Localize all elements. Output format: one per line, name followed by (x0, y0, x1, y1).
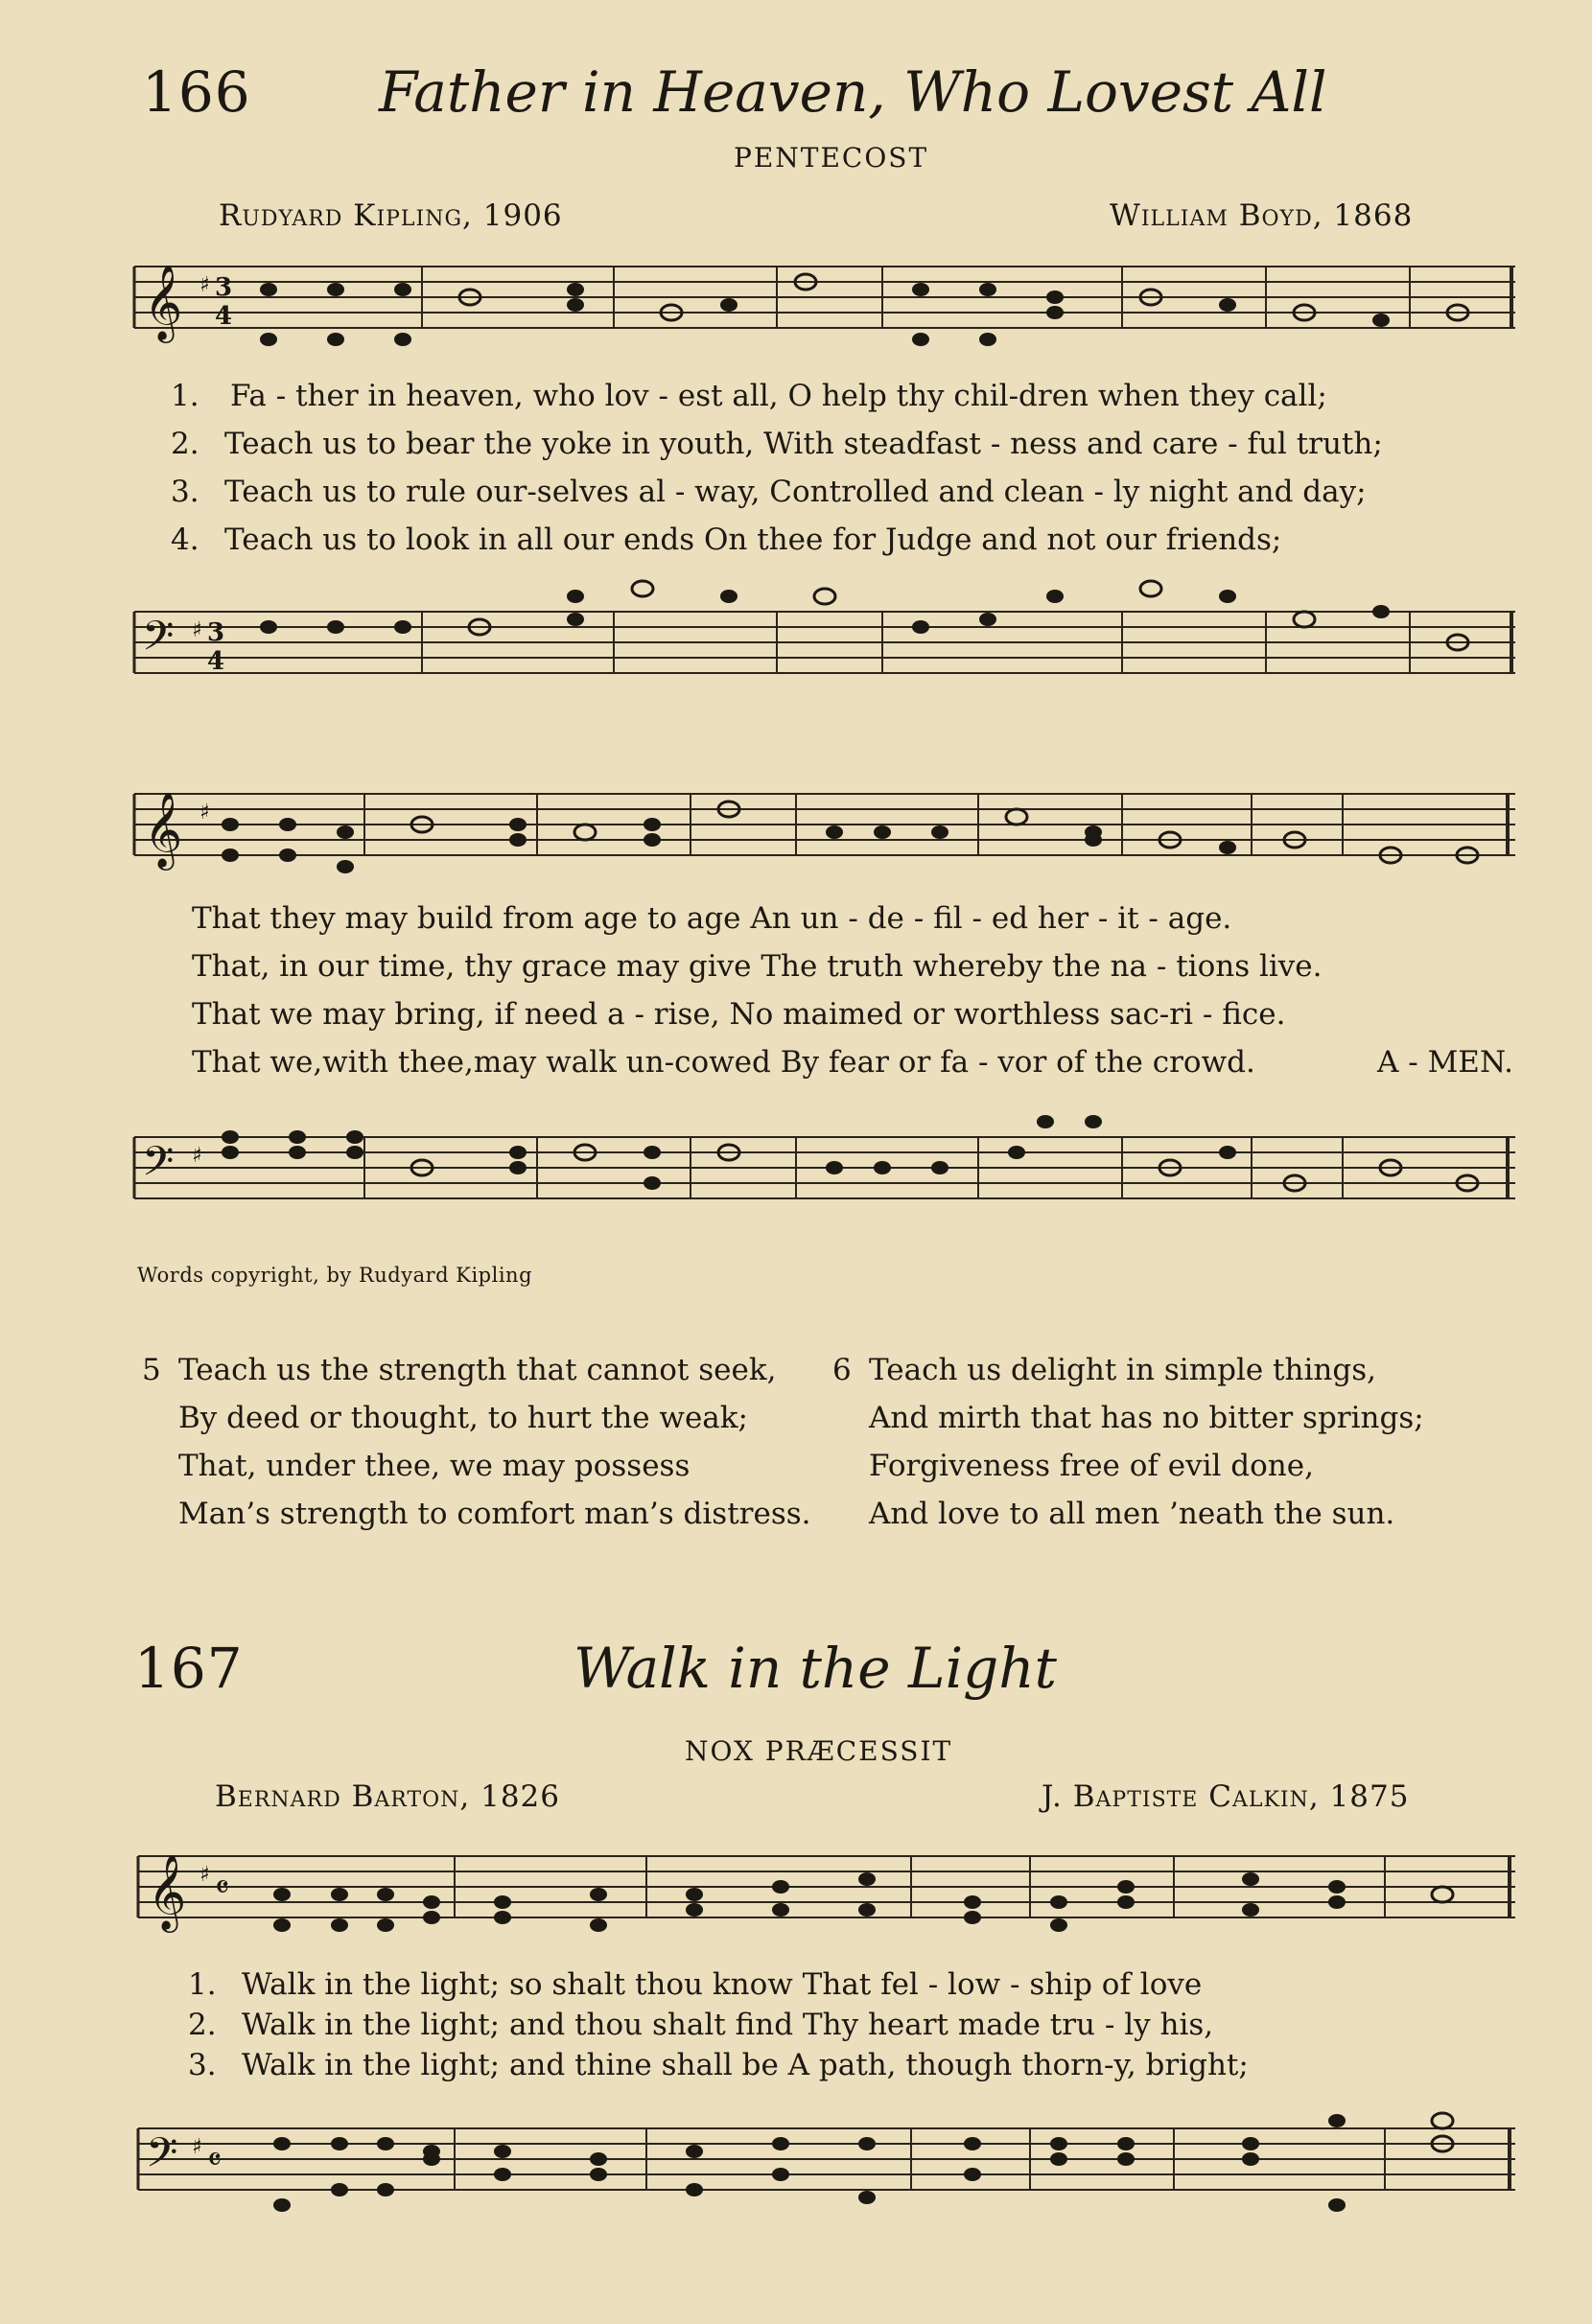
copyright-notice: Words copyright, by Rudyard Kipling (137, 1264, 533, 1287)
bass-staff (134, 587, 1515, 692)
stanza-line: Teach us delight in simple things, (869, 1353, 1376, 1387)
svg-text:♯: ♯ (199, 1863, 210, 1887)
stanza-line: Forgiveness free of evil done, (869, 1449, 1314, 1483)
tune-name: PENTECOST (734, 142, 929, 174)
svg-text:𝄞: 𝄞 (148, 1854, 187, 1930)
amen-text: A - MEN. (1377, 1045, 1513, 1080)
svg-text:𝄴: 𝄴 (215, 1869, 230, 1907)
stanza-number: 6 (832, 1353, 852, 1387)
verse-line: That we,with thee,may walk un-cowed By fear or fa - vor of the crowd. (192, 1045, 1255, 1080)
svg-text:3: 3 (207, 618, 225, 647)
svg-text:♯: ♯ (192, 2135, 202, 2159)
tune-name: NOX PRÆCESSIT (685, 1735, 953, 1767)
verse-line: Teach us to rule our-selves al - way, Controlled and clean - ly night and day; (224, 475, 1367, 509)
verse-number: 3. (171, 475, 199, 509)
stanza-line: That, under thee, we may possess (178, 1449, 691, 1483)
verse-line: Walk in the light; so shalt thou know That fel - low - ship of love (242, 1967, 1203, 2002)
verse-line: That they may build from age to age An un - de - fil - ed her - it - age. (192, 901, 1232, 936)
svg-text:𝄴: 𝄴 (207, 2141, 222, 2179)
verse-line: That we may bring, if need a - rise, No maimed or worthless sac-ri - fice. (192, 997, 1286, 1032)
verse-line: Fa - ther in heaven, who lov - est all, O help thy chil-dren when they call; (230, 379, 1327, 413)
stanza-line: Man’s strength to comfort man’s distress. (178, 1497, 811, 1531)
verse-line: Walk in the light; and thine shall be A path, though thorn-y, bright; (242, 2048, 1249, 2082)
bass-staff (138, 2100, 1515, 2224)
svg-text:3: 3 (215, 273, 233, 302)
hymn-title: Walk in the Light (574, 1636, 1057, 1701)
verse-line: Walk in the light; and thou shalt find Thy heart made tru - ly his, (242, 2008, 1214, 2042)
verse-number: 1. (188, 1967, 217, 2002)
composer-credit: William Boyd, 1868 (1110, 198, 1414, 233)
hymn-number: 166 (142, 59, 251, 125)
svg-text:𝄢: 𝄢 (146, 2129, 178, 2187)
stanza-5 (142, 1346, 811, 1538)
stanza-6 (832, 1346, 1424, 1538)
verse-line: That, in our time, thy grace may give The truth whereby the na - tions live. (192, 949, 1323, 984)
composer-credit: J. Baptiste Calkin, 1875 (1042, 1779, 1410, 1814)
verse-number: 1. (171, 379, 199, 413)
svg-text:𝄢: 𝄢 (142, 1138, 175, 1196)
verse-line: Teach us to bear the yoke in youth, With steadfast - ness and care - ful truth; (224, 427, 1383, 461)
verse-number: 2. (171, 427, 199, 461)
verse-line: Teach us to look in all our ends On thee for Judge and not our friends; (224, 523, 1282, 557)
hymn-number: 167 (134, 1636, 244, 1701)
stanza-line: And love to all men ’neath the sun. (869, 1497, 1395, 1531)
author-credit: Bernard Barton, 1826 (215, 1779, 561, 1814)
verse-number: 2. (188, 2008, 217, 2042)
svg-text:𝄢: 𝄢 (142, 613, 175, 670)
svg-text:♯: ♯ (199, 273, 210, 297)
stanza-line: Teach us the strength that cannot seek, (178, 1353, 777, 1387)
author-credit: Rudyard Kipling, 1906 (219, 198, 563, 233)
treble-staff (134, 257, 1515, 362)
stanza-line: And mirth that has no bitter springs; (869, 1401, 1424, 1435)
treble-staff (134, 784, 1515, 890)
stanza-number: 5 (142, 1353, 161, 1387)
treble-staff (138, 1841, 1515, 1946)
stanza-line: By deed or thought, to hurt the weak; (178, 1401, 748, 1435)
svg-text:4: 4 (215, 302, 233, 331)
svg-text:4: 4 (207, 647, 225, 676)
bass-staff (134, 1112, 1515, 1218)
svg-text:♯: ♯ (199, 801, 210, 825)
hymn-title: Father in Heaven, Who Lovest All (379, 59, 1327, 125)
svg-text:𝄞: 𝄞 (144, 265, 183, 340)
svg-text:♯: ♯ (192, 618, 202, 642)
verse-number: 4. (171, 523, 199, 557)
svg-text:♯: ♯ (192, 1144, 202, 1168)
svg-text:𝄞: 𝄞 (144, 792, 183, 868)
verse-number: 3. (188, 2048, 217, 2082)
